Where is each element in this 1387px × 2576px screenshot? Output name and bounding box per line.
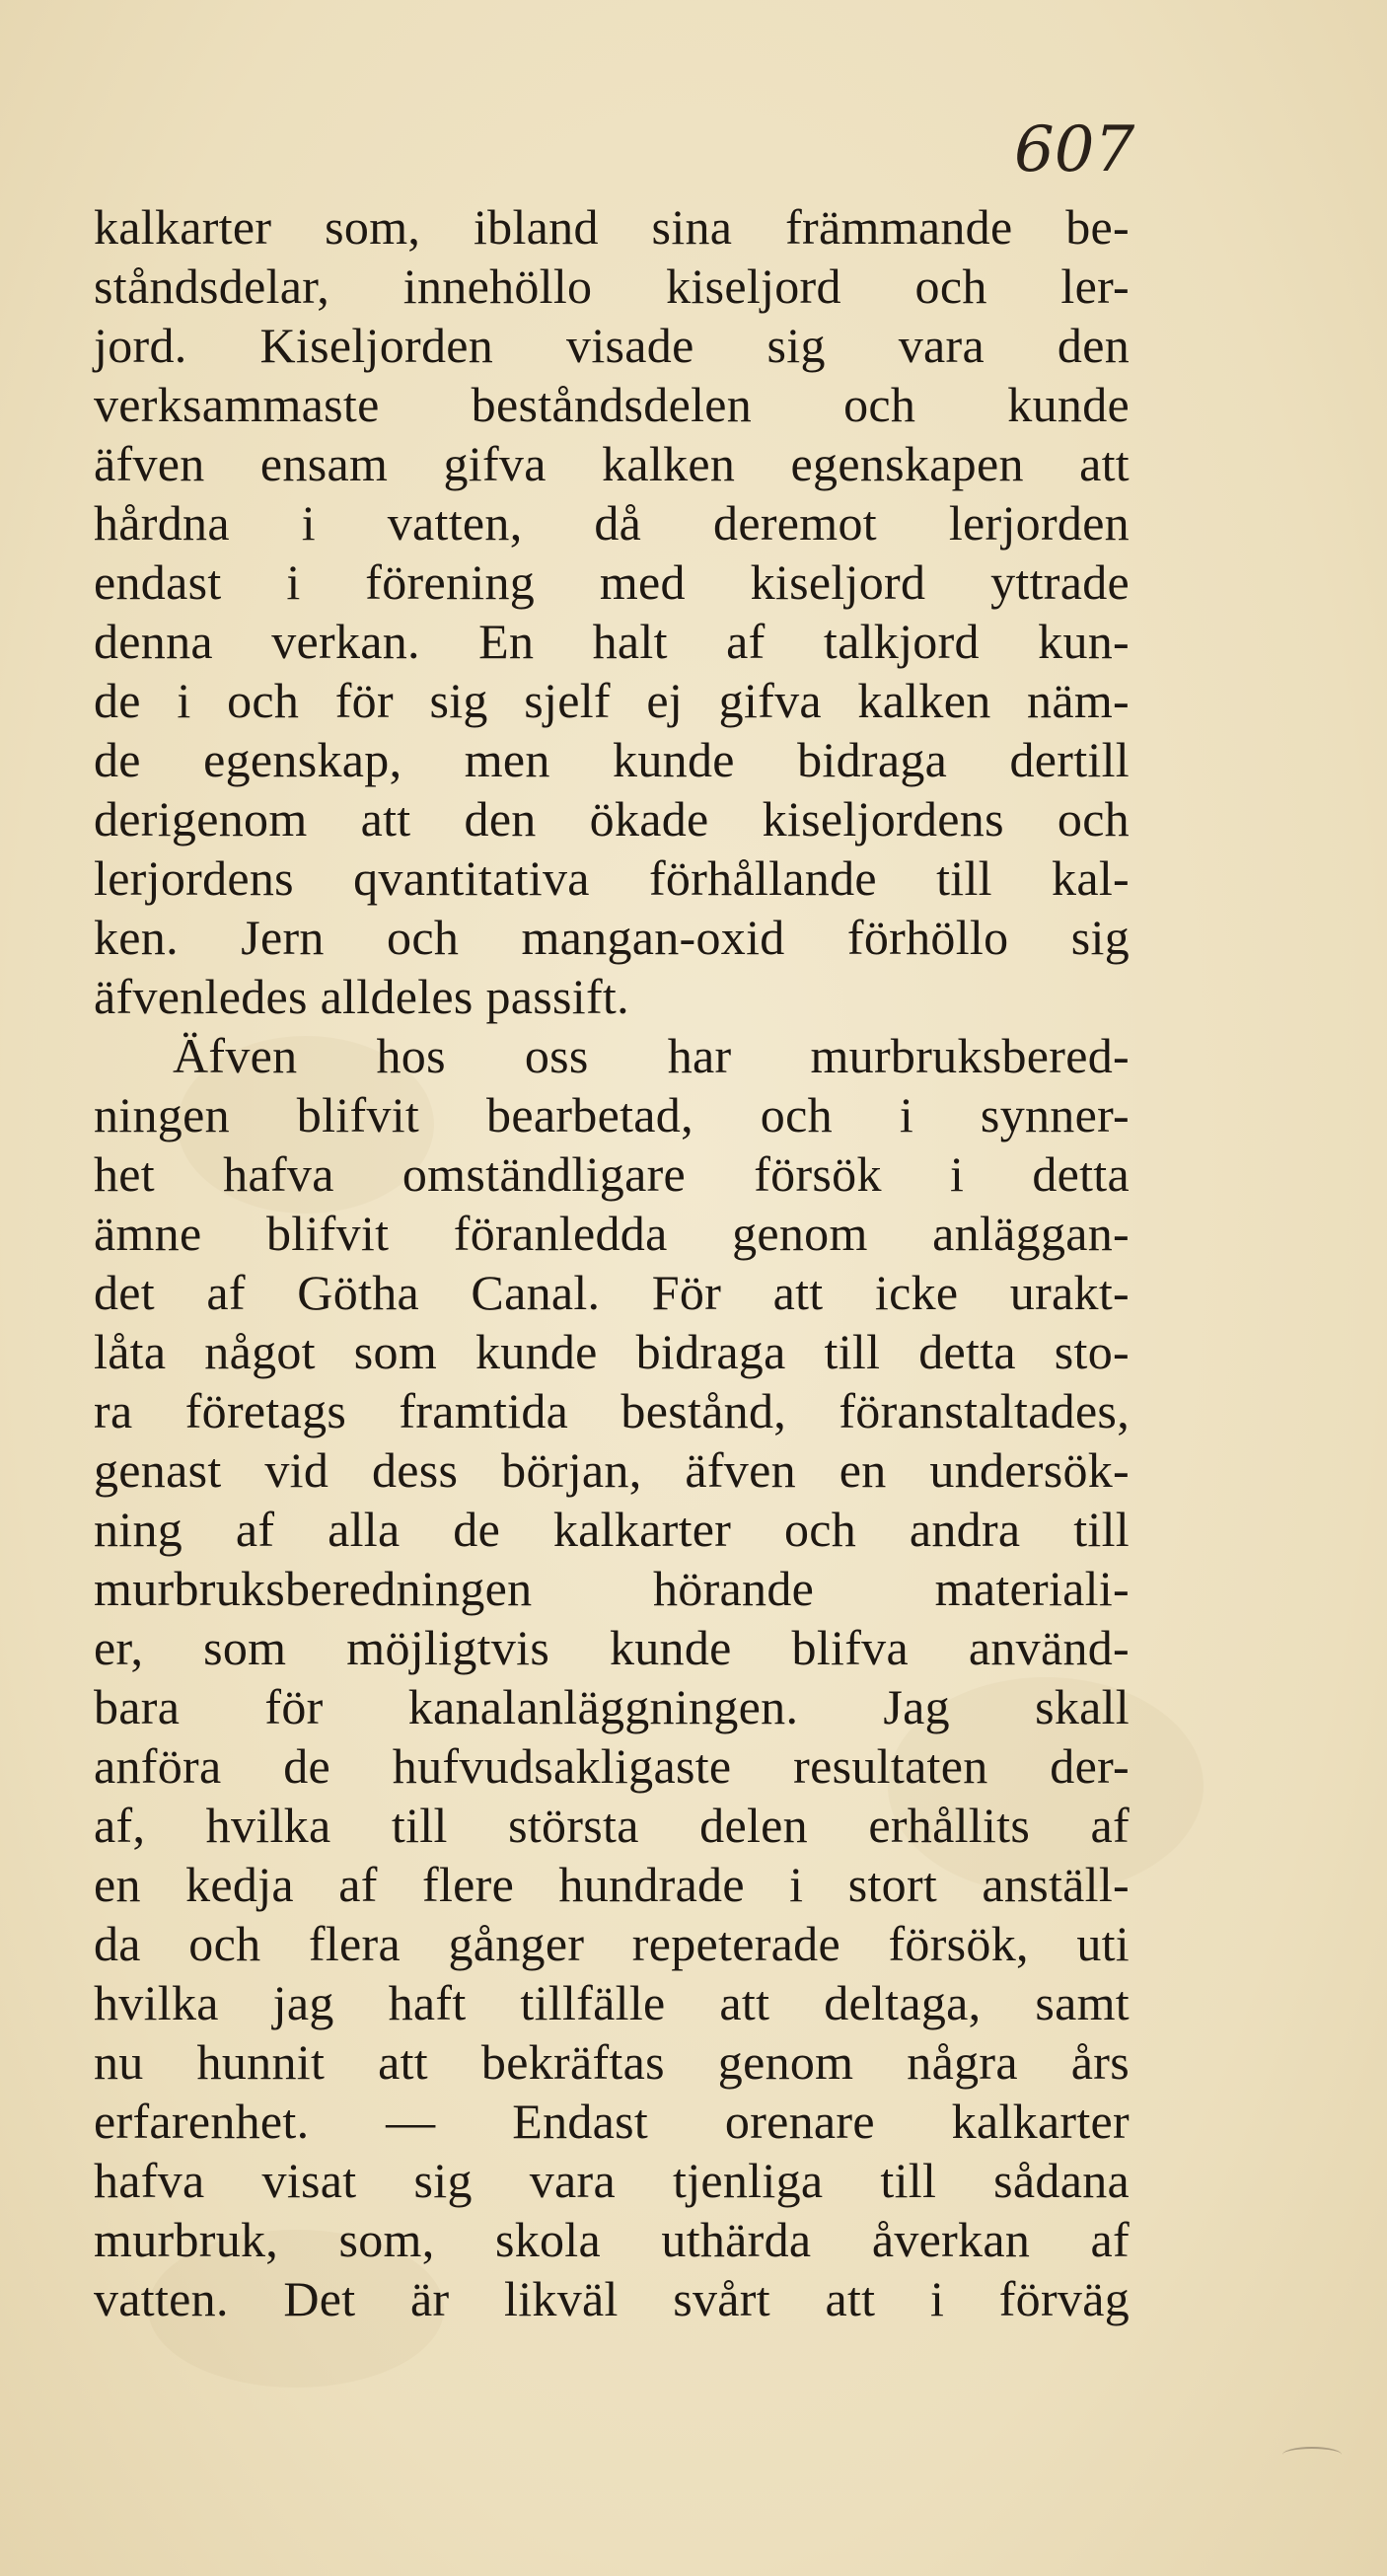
text-line: de i och för sig sjelf ej gifva kalken näm- (94, 673, 1130, 728)
text-line: hårdna i vatten, då deremot lerjorden (94, 495, 1130, 551)
text-line: de egenskap, men kunde bidraga dertill (94, 732, 1130, 787)
text-line: af, hvilka till största delen erhållits af (94, 1798, 1130, 1853)
text-line: ning af alla de kalkarter och andra till (94, 1502, 1130, 1557)
text-line: nu hunnit att bekräftas genom några års (94, 2034, 1130, 2090)
text-line: endast i förening med kiseljord yttrade (94, 554, 1130, 610)
text-line: ken. Jern och mangan-oxid förhöllo sig (94, 910, 1130, 965)
text-line: lerjordens qvantitativa förhållande till kal- (94, 850, 1130, 906)
text-line: det af Götha Canal. För att icke urakt- (94, 1265, 1130, 1320)
text-line: het hafva omständligare försök i detta (94, 1146, 1130, 1202)
text-line: vatten. Det är likväl svårt att i förväg (94, 2271, 1130, 2326)
text-line: äfven ensam gifva kalken egenskapen att (94, 436, 1130, 491)
text-line: da och flera gånger repeterade försök, uti (94, 1916, 1130, 1971)
text-line: denna verkan. En halt af talkjord kun- (94, 614, 1130, 669)
text-line: anföra de hufvudsakligaste resultaten der- (94, 1738, 1130, 1794)
text-line: äfvenledes alldeles passift. (94, 969, 629, 1024)
text-line: jord. Kiseljorden visade sig vara den (94, 318, 1130, 373)
text-line: hafva visat sig vara tjenliga till sådana (94, 2153, 1130, 2208)
text-line: låta något som kunde bidraga till detta sto- (94, 1324, 1130, 1379)
text-line: genast vid dess början, äfven en undersök- (94, 1442, 1130, 1498)
paragraph-first-line: Äfven hos oss har murbruksbered- (173, 1028, 1130, 1083)
text-line: en kedja af flere hundrade i stort anställ- (94, 1857, 1130, 1912)
margin-pencil-mark (1282, 2447, 1342, 2463)
text-line: ståndsdelar, innehöllo kiseljord och ler- (94, 258, 1130, 314)
text-line: verksammaste beståndsdelen och kunde (94, 377, 1130, 432)
text-line: hvilka jag haft tillfälle att deltaga, samt (94, 1975, 1130, 2030)
text-line: ämne blifvit föranledda genom anläggan- (94, 1206, 1130, 1261)
page-number: 607 (1014, 113, 1135, 186)
text-line: ra företags framtida bestånd, föranstaltades, (94, 1383, 1130, 1438)
text-line: murbruksberedningen hörande materiali- (94, 1561, 1130, 1616)
text-line: kalkarter som, ibland sina främmande be- (94, 199, 1130, 255)
text-line: derigenom att den ökade kiseljordens och (94, 791, 1130, 846)
text-line: er, som möjligtvis kunde blifva använd- (94, 1620, 1130, 1675)
body-text (94, 197, 1130, 2328)
text-line: bara för kanalanläggningen. Jag skall (94, 1679, 1130, 1734)
text-line: erfarenhet. — Endast orenare kalkarter (94, 2094, 1130, 2149)
text-line: murbruk, som, skola uthärda åverkan af (94, 2212, 1130, 2267)
text-line: ningen blifvit bearbetad, och i synner- (94, 1087, 1130, 1142)
